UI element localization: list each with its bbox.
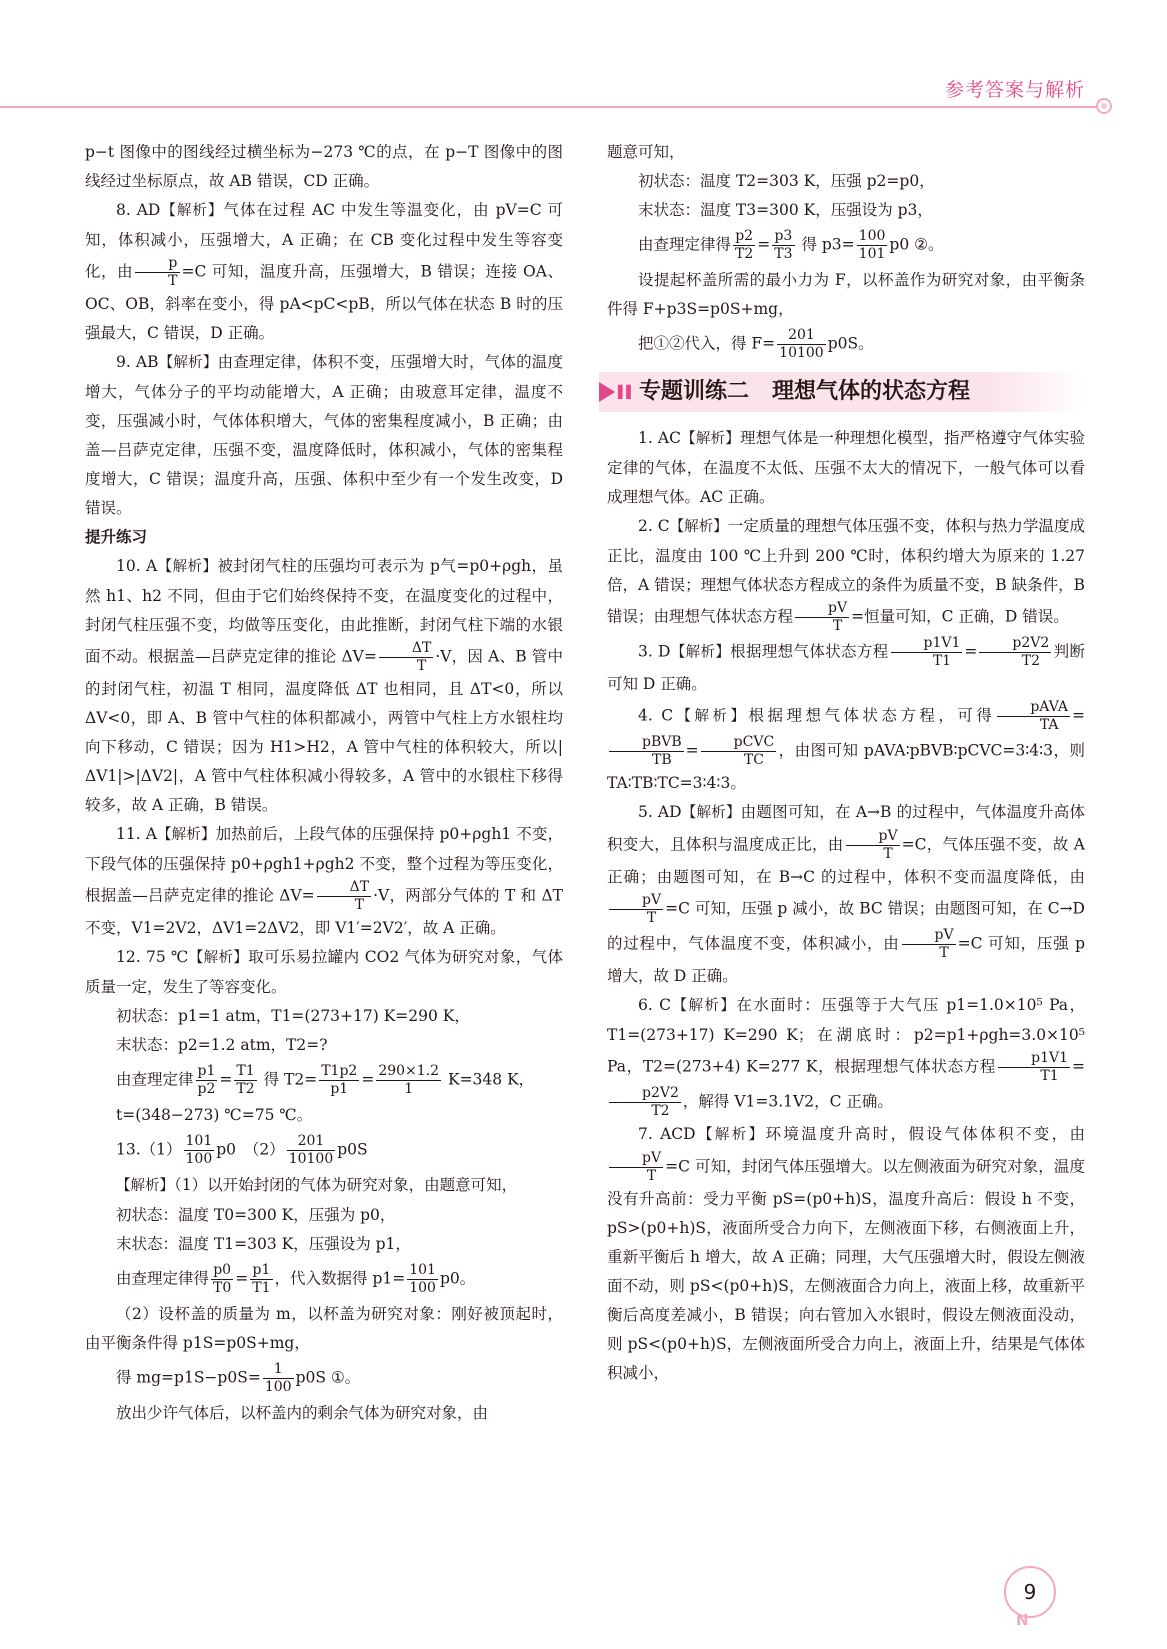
header-ornament-icon (1096, 98, 1112, 114)
equation: 把①②代入，得 F= $\frac{201}{10100}$ p0S。 (638, 327, 874, 361)
subheading: 提升练习 (85, 528, 148, 546)
initial-state: 初状态：温度 T2=303 K，压强 p2=p0， (638, 172, 935, 190)
answer-s4: 4. C【解析】根据理想气体状态方程，可得 $\frac{\text{pAVA}}{TA}$ = $\frac{\text{pBVB}}{TB}$ = $\frac{\text{pCVC}}{TC}$ ，由图可知 pAVA∶pBVB∶pCVC=3∶4∶3，则 TA∶TB∶TC=3∶4∶3。 (607, 699, 1085, 792)
analysis-tag: 【解析】 (680, 431, 740, 447)
fraction: $\frac{290\times 1.2}{1}$ (378, 1063, 440, 1097)
answer-8: 8. AD【解析】气体在过程 AC 中发生等温变化，由 pV=C 可知，体积减小，压强增大，A 正确；在 CB 变化过程中发生等容变化，由 $\frac{p}{T}$ =C 可知，温度升高，压强增大，B 错误；连接 OA、OC、OB，斜率在变小，得 pA<pC<pB，所以气体在状态 B 时的压强最大，C 错误，D 正确。 (85, 201, 563, 342)
fraction: $\frac{p2}{T2}$ (735, 228, 754, 262)
final-state: 末状态：温度 T3=300 K，压强设为 p3， (638, 201, 933, 219)
fraction: $\frac{\text{pBVB}}{TB}$ (609, 734, 684, 769)
double-bar-icon: ▌▌ (618, 385, 635, 399)
equation: 由查理定律得 $\frac{p0}{T0}$ = $\frac{p1}{T1}$ ，代入数据得 p1= $\frac{101}{100}$ p0。 (116, 1262, 476, 1296)
fraction: $\frac{pV}{T}$ (609, 892, 663, 927)
fraction: $\frac{201}{10100}$ (288, 1133, 334, 1167)
fraction: $\frac{p1}{T1}$ (252, 1262, 271, 1296)
fraction: $\frac{p3}{T3}$ (774, 228, 793, 262)
fraction: $\frac{101}{100}$ (409, 1262, 436, 1296)
fraction: $\frac{\Delta T}{T}$ (379, 640, 433, 675)
fraction: $\frac{\text{pAVA}}{TA}$ (997, 699, 1070, 734)
answer-13: 13.（1） $\frac{101}{100}$ p0 （2） $\frac{201}{10100}$ p0S (116, 1133, 368, 1167)
running-header: 参考答案与解析 (944, 79, 1085, 101)
fraction: $\frac{pV}{T}$ (846, 828, 900, 863)
equation: 由查理定律 $\frac{p1}{p2}$ = $\frac{T1}{T2}$ 得 T2= $\frac{T1p2}{p1}$ = $\frac{290\times 1.2}{1}$ K=348 K， (116, 1063, 535, 1097)
fraction: $\frac{p1V1}{T1}$ (998, 1050, 1070, 1085)
answer-s6: 6. C【解析】在水面时：压强等于大气压 p1=1.0×10⁵ Pa，T1=(273+17) K=290 K；在湖底时：p2=p1+ρgh=3.0×10⁵ Pa，T2=(273+4) K=277 K，根据理想气体状态方程 $\frac{p1V1}{T1}$ = $\frac{p2V2}{T2}$ ，解得 V1=3.1V2，C 正确。 (607, 996, 1086, 1119)
fraction: $\frac{\text{pCVC}}{TC}$ (701, 734, 777, 769)
initial-state: 初状态：p1=1 atm，T1=(273+17) K=290 K， (116, 1007, 470, 1025)
final-state: 末状态：p2=1.2 atm，T2=? (116, 1036, 328, 1054)
result: t=(348−273) ℃=75 ℃。 (116, 1106, 313, 1124)
answer-11: 11. A【解析】加热前后，上段气体的压强保持 p0+ρgh1 不变，下段气体的压强保持 p0+ρgh1+ρgh2 不变，整个过程为等压变化，根据盖—吕萨克定律的推论 ΔV= $\frac{\Delta T}{T}$ ·V，两部分气体的 T 和 ΔT 不变，V1=2V2，ΔV1=2ΔV2，即 V1′=2V2′，故 A 正确。 (85, 825, 563, 937)
answer-9: 9. AB【解析】由查理定律，体积不变，压强增大时，气体的温度增大，气体分子的平均动能增大，A 正确；由玻意耳定律，温度不变，压强减小时，气体体积增大，气体的密集程度减小，B 正确；由盖—吕萨克定律，压强不变，温度降低时，体积减小，气体的密集程度增大，C 错误；温度升高，压强、体积中至少有一个发生改变，D 错误。 (85, 353, 563, 517)
fraction: $\frac{p}{T}$ (135, 255, 179, 290)
analysis: 【解析】（1）以开始封闭的气体为研究对象，由题意可知， (116, 1176, 518, 1194)
fraction: $\frac{\Delta T}{T}$ (317, 879, 371, 914)
fraction: $\frac{T1}{T2}$ (236, 1063, 255, 1097)
final-state: 末状态：温度 T1=303 K，压强设为 p1， (116, 1235, 411, 1253)
analysis-tag: 【解析】 (671, 998, 737, 1014)
initial-state: 初状态：温度 T0=300 K，压强为 p0， (116, 1206, 396, 1224)
analysis-tag: 【解析】 (158, 355, 218, 371)
analysis-tag: 【解析】 (670, 644, 731, 661)
analysis-tag: 【解析】 (156, 827, 216, 843)
fraction: $\frac{100}{101}$ (858, 228, 886, 262)
analysis-tag: 【解析】 (681, 805, 741, 821)
right-column (607, 138, 1085, 1388)
paragraph: 放出少许气体后，以杯盖内的剩余气体为研究对象，由 (116, 1404, 489, 1422)
header-rule (0, 106, 1105, 108)
fraction: $\frac{1}{100}$ (264, 1361, 292, 1395)
paragraph: p−t 图像中的图线经过横坐标为−273 ℃的点，在 p−T 图像中的图线经过坐标原点，故 AB 错误，CD 正确。 (85, 143, 563, 190)
analysis-tag: 【解析】 (673, 708, 749, 725)
fraction: $\frac{p0}{T0}$ (213, 1262, 232, 1296)
analysis-tag: 【解析】 (669, 519, 728, 535)
fraction: $\frac{pV}{T}$ (795, 600, 849, 635)
analysis-tag: 【解析】 (160, 203, 224, 219)
analysis-tag: 【解析】 (695, 1127, 766, 1143)
fraction: $\frac{201}{10100}$ (779, 327, 824, 361)
play-arrow-icon (599, 382, 615, 402)
left-column (85, 138, 563, 1428)
fraction: $\frac{pV}{T}$ (902, 927, 956, 962)
section-title: 专题训练二 理想气体的状态方程 (639, 379, 970, 404)
fraction: $\frac{p1}{p2}$ (197, 1063, 216, 1097)
fraction: $\frac{pV}{T}$ (609, 1150, 663, 1185)
answer-s5: 5. AD【解析】由题图可知，在 A→B 的过程中，气体温度升高体积变大，且体积与温度成正比，由 $\frac{pV}{T}$ =C，气体压强不变，故 A 正确；由题图可知，在 B→C 的过程中，体积不变而温度降低，由 $\frac{pV}{T}$ =C 可知，压强 p 减小，故 BC 错误；由题图可知，在 C→D 的过程中，气体温度不变，体积减小，由 $\frac{pV}{T}$ =C 可知，压强 p 增大，故 D 正确。 (607, 803, 1085, 985)
fraction: $\frac{101}{100}$ (185, 1133, 213, 1167)
analysis-tag: 【解析】 (188, 950, 249, 966)
equation: 由查理定律得 $\frac{p2}{T2}$ = $\frac{p3}{T3}$ 得 p3= $\frac{100}{101}$ p0 ②。 (638, 228, 944, 262)
section-heading (599, 372, 1085, 412)
answer-s1: 1. AC【解析】理想气体是一种理想化模型，指严格遵守气体实验定律的气体，在温度不太低、压强不太大的情况下，一般气体可以看成理想气体。AC 正确。 (607, 429, 1085, 506)
paragraph: （2）设杯盖的质量为 m，以杯盖为研究对象：刚好被顶起时，由平衡条件得 p1S=p0S+mg， (85, 1305, 563, 1352)
paragraph: 题意可知， (607, 143, 685, 161)
analysis-tag: 【解析】 (116, 1178, 174, 1194)
answer-10: 10. A【解析】被封闭气柱的压强均可表示为 p气=p0+ρgh，虽然 h1、h2 不同，但由于它们始终保持不变，在温度变化的过程中，封闭气柱压强不变，均做等压变化，由此推断，封闭气柱下端的水银面不动。根据盖—吕萨克定律的推论 ΔV= $\frac{\Delta T}{T}$ ·V，因 A、B 管中的封闭气柱，初温 T 相同，温度降低 ΔT 也相同，且 ΔT<0，所以 ΔV<0，即 A、B 管中气柱的体积都减小，两管中气柱上方水银柱均向下移动，C 错误；因为 H1>H2，A 管中气柱的体积较大，所以|ΔV1|>|ΔV2|，A 管中气柱体积减小得较多，A 管中的水银柱下移得较多，故 A 正确，B 错误。 (85, 557, 563, 814)
paragraph: 设提起杯盖所需的最小力为 F，以杯盖作为研究对象，由平衡条件得 F+p3S=p0S+mg， (607, 271, 1085, 318)
answer-s7: 7. ACD【解析】环境温度升高时，假设气体体积不变，由 $\frac{pV}{T}$ =C 可知，封闭气体压强增大。以左侧液面为研究对象，温度没有升高前：受力平衡 pS=(p0+h)S，温度升高后：假设 h 不变，pS>(p0+h)S，液面所受合力向下，左侧液面下移，右侧液面上升，重新平衡后 h 增大，故 A 正确；同理，大气压强增大时，假设左侧液面不动，则 pS<(p0+h)S，左侧液面合力向上，液面上移，故重新平衡后高度差减小，B 错误；向右管加入水银时，假设左侧液面没动，则 pS<(p0+h)S，左侧液面所受合力向上，液面上升，结果是气体体积减小， (607, 1125, 1085, 1382)
page-number: 9 (1004, 1566, 1056, 1618)
answer-12: 12. 75 ℃【解析】取可乐易拉罐内 CO2 气体为研究对象，气体质量一定，发生了等容变化。 (85, 948, 563, 996)
fraction: $\frac{p2V2}{T2}$ (979, 635, 1051, 670)
fraction: $\frac{T1p2}{p1}$ (321, 1063, 358, 1097)
equation: 得 mg=p1S−p0S= $\frac{1}{100}$ p0S ①。 (116, 1361, 361, 1395)
fraction: $\frac{p2V2}{T2}$ (609, 1085, 681, 1120)
fraction: $\frac{p1V1}{T1}$ (891, 635, 963, 670)
analysis-tag: 【解析】 (157, 559, 218, 575)
page-logo-icon: N (1016, 1611, 1029, 1629)
answer-s2: 2. C【解析】一定质量的理想气体压强不变，体积与热力学温度成正比，温度由 100 ℃上升到 200 ℃时，体积约增大为原来的 1.27 倍，A 错误；理想气体状态方程成立的条件为质量不变，B 缺条件，B 错误；由理想气体状态方程 $\frac{pV}{T}$ =恒量可知，C 正确，D 错误。 (607, 517, 1085, 634)
answer-s3: 3. D【解析】根据理想气体状态方程 $\frac{p1V1}{T1}$ = $\frac{p2V2}{T2}$ 判断可知 D 正确。 (607, 635, 1085, 693)
